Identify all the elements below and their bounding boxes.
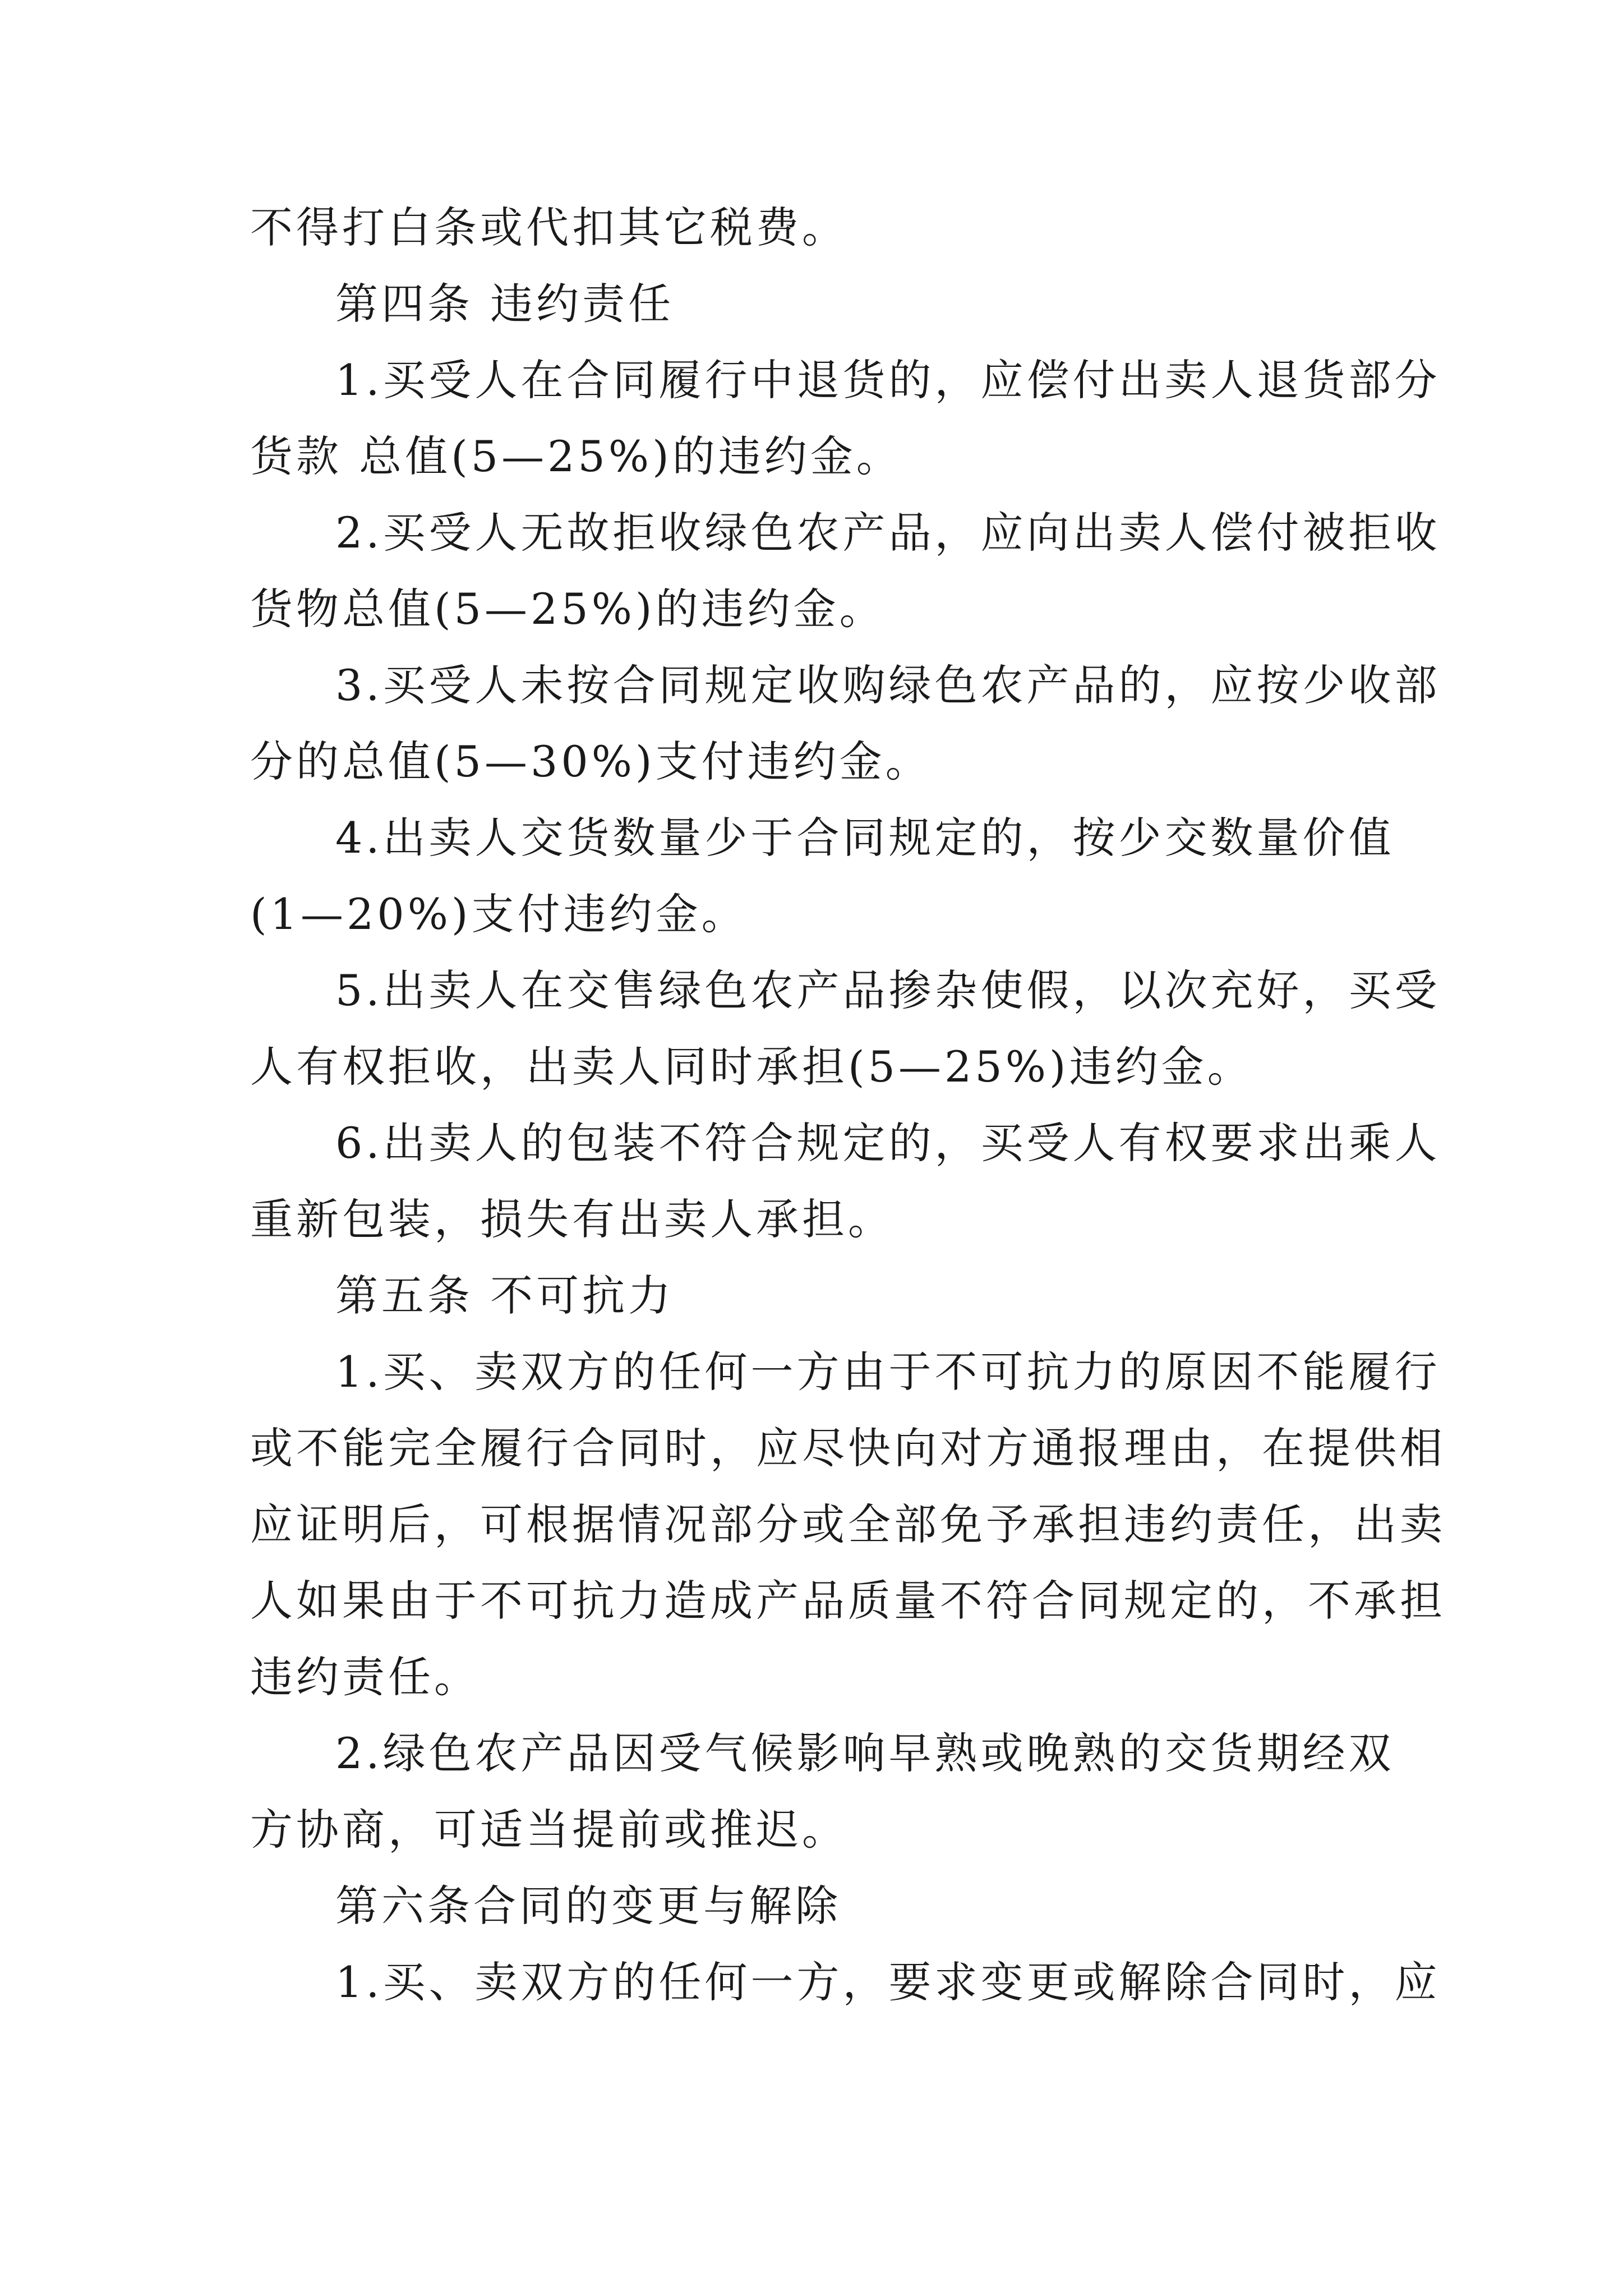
- text-line: 重新包装，损失有出卖人承担。: [250, 1194, 894, 1244]
- text-line: 货物总值(5—25%)的违约金。: [250, 584, 886, 634]
- text-line: 人如果由于不可抗力造成产品质量不符合同规定的，不承担: [250, 1576, 1446, 1626]
- text-line: 5.出卖人在交售绿色农产品掺杂使假，以次充好，买受: [335, 965, 1441, 1015]
- text-line: 或不能完全履行合同时，应尽快向对方通报理由，在提供相: [250, 1423, 1446, 1473]
- text-line: 不得打白条或代扣其它税费。: [250, 203, 848, 252]
- text-line: 人有权拒收，出卖人同时承担(5—25%)违约金。: [250, 1042, 1253, 1092]
- text-line: 3.买受人未按合同规定收购绿色农产品的，应按少收部: [335, 660, 1441, 710]
- text-line: 4.出卖人交货数量少于合同规定的，按少交数量价值: [335, 813, 1395, 863]
- text-line: (1—20%)支付违约金。: [250, 889, 748, 939]
- text-line: 分的总值(5—30%)支付违约金。: [250, 737, 932, 786]
- text-line: 违约责任。: [250, 1652, 480, 1702]
- text-line: 1.买、卖双方的任何一方由于不可抗力的原因不能履行: [335, 1347, 1441, 1397]
- text-line: 方协商，可适当提前或推迟。: [250, 1805, 848, 1855]
- text-line: 2.买受人无故拒收绿色农产品，应向出卖人偿付被拒收: [335, 508, 1441, 558]
- text-line: 6.出卖人的包装不符合规定的，买受人有权要求出乘人: [335, 1118, 1441, 1168]
- document-body: [250, 190, 1446, 2021]
- text-line: 应证明后，可根据情况部分或全部免予承担违约责任，出卖: [250, 1499, 1446, 1549]
- section-heading-article-6: 第六条合同的变更与解除: [335, 1881, 841, 1931]
- section-heading-article-4: 第四条 违约责任: [335, 279, 675, 329]
- text-line: 2.绿色农产品因受气候影响早熟或晚熟的交货期经双: [335, 1728, 1395, 1778]
- text-line: 1.买、卖双方的任何一方，要求变更或解除合同时，应: [335, 1957, 1441, 2007]
- text-line: 货款 总值(5—25%)的违约金。: [250, 431, 902, 481]
- section-heading-article-5: 第五条 不可抗力: [335, 1271, 675, 1320]
- text-line: 1.买受人在合同履行中退货的，应偿付出卖人退货部分: [335, 355, 1441, 405]
